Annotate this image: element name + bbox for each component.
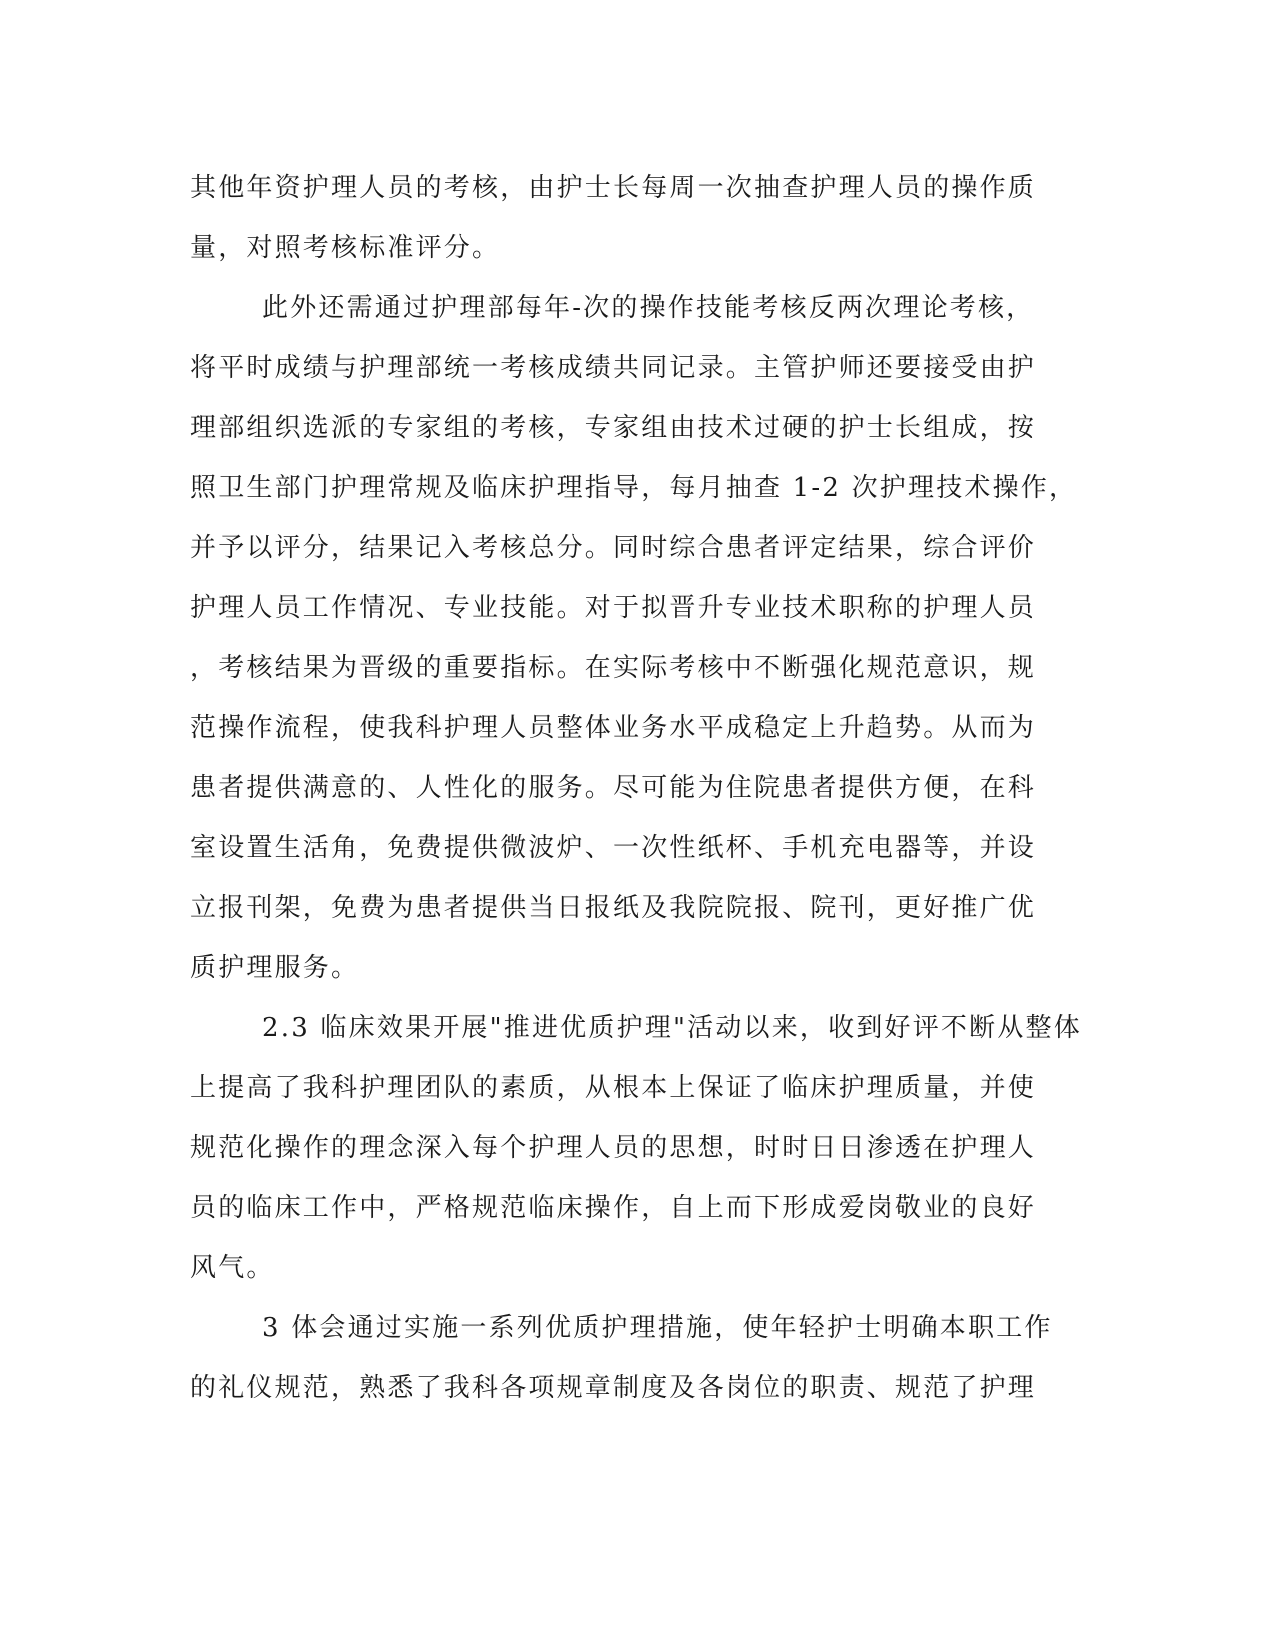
text-line: 规范化操作的理念深入每个护理人员的思想，时时日日渗透在护理人: [190, 1133, 1037, 1163]
text-line: 立报刊架，免费为患者提供当日报纸及我院院报、院刊，更好推广优: [190, 893, 1037, 923]
text-line: 照卫生部门护理常规及临床护理指导，每月抽查 1-2 次护理技术操作，: [190, 473, 1078, 503]
text-line: 护理人员工作情况、专业技能。对于拟晋升专业技术职称的护理人员: [190, 593, 1037, 623]
text-line: 此外还需通过护理部每年-次的操作技能考核反两次理论考核，: [262, 293, 1035, 323]
text-line: ，考核结果为晋级的重要指标。在实际考核中不断强化规范意识，规: [190, 653, 1037, 683]
text-line: 患者提供满意的、人性化的服务。尽可能为住院患者提供方便，在科: [190, 773, 1037, 803]
text-line: 的礼仪规范，熟悉了我科各项规章制度及各岗位的职责、规范了护理: [190, 1373, 1037, 1403]
text-line: 其他年资护理人员的考核，由护士长每周一次抽查护理人员的操作质: [190, 173, 1037, 203]
text-line: 3 体会通过实施一系列优质护理措施，使年轻护士明确本职工作: [262, 1313, 1053, 1343]
text-line: 将平时成绩与护理部统一考核成绩共同记录。主管护师还要接受由护: [190, 353, 1037, 383]
text-line: 员的临床工作中，严格规范临床操作，自上而下形成爱岗敬业的良好: [190, 1193, 1037, 1223]
text-line: 2.3 临床效果开展"推进优质护理"活动以来，收到好评不断从整体: [262, 1013, 1082, 1043]
text-line: 质护理服务。: [190, 953, 360, 983]
text-line: 理部组织选派的专家组的考核，专家组由技术过硬的护士长组成，按: [190, 413, 1037, 443]
text-line: 范操作流程，使我科护理人员整体业务水平成稳定上升趋势。从而为: [190, 713, 1037, 743]
text-line: 室设置生活角，免费提供微波炉、一次性纸杯、手机充电器等，并设: [190, 833, 1037, 863]
text-line: 量，对照考核标准评分。: [190, 233, 501, 263]
text-line: 并予以评分，结果记入考核总分。同时综合患者评定结果，综合评价: [190, 533, 1037, 563]
body-text: [190, 158, 1082, 1418]
text-line: 上提高了我科护理团队的素质，从根本上保证了临床护理质量，并使: [190, 1073, 1037, 1103]
text-line: 风气。: [190, 1253, 275, 1283]
